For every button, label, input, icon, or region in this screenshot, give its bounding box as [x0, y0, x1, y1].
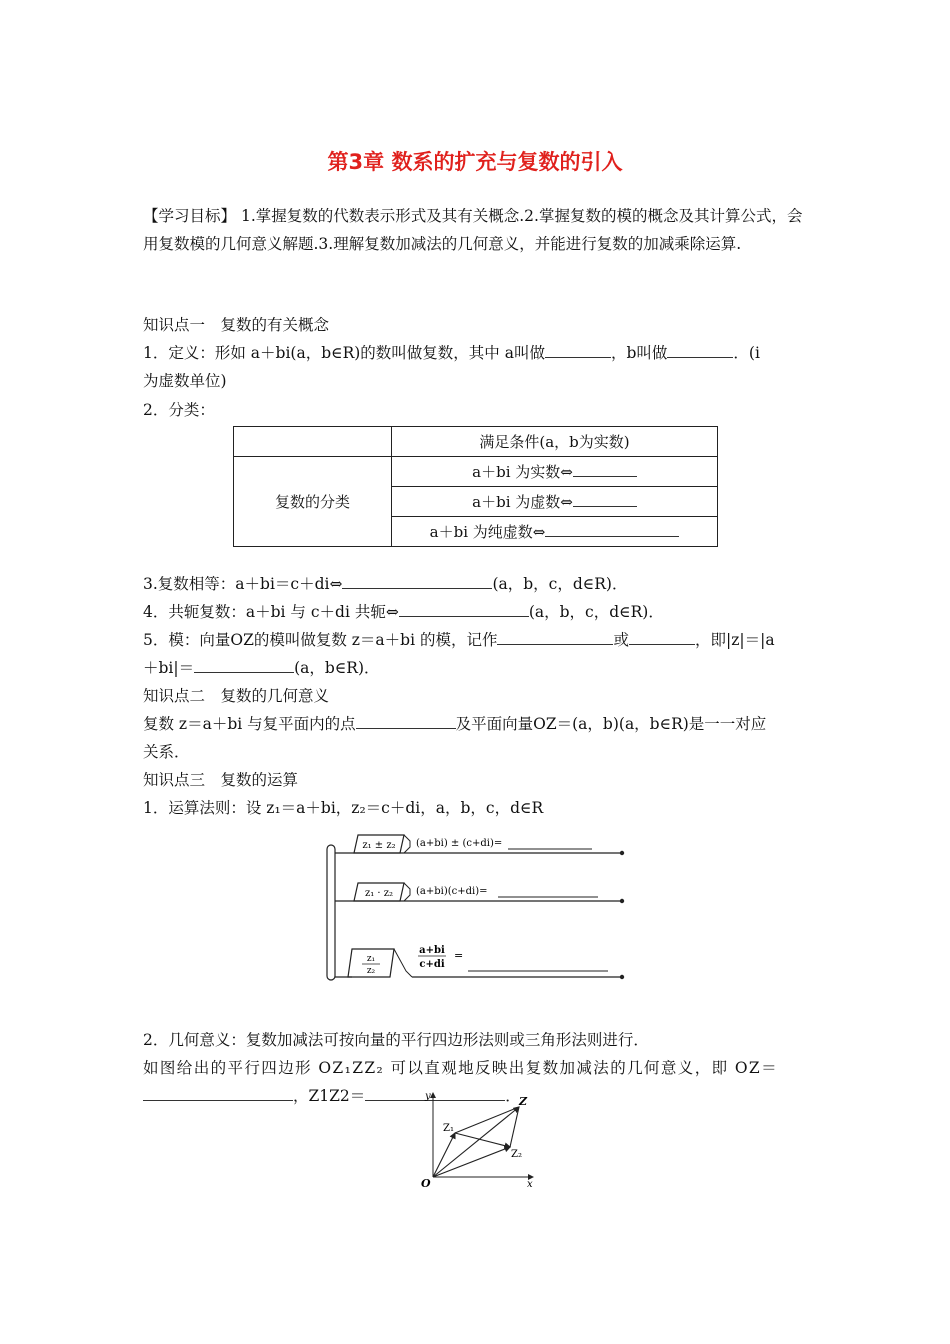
point-z1-label: Z₁: [443, 1123, 454, 1134]
classification-table: [233, 426, 718, 547]
blank-modulus-3: [194, 658, 294, 673]
blank-real-part: [545, 343, 611, 358]
section-heading-1: 知识点一 复数的有关概念: [143, 316, 330, 334]
classification-label: 2．分类：: [143, 401, 215, 419]
table-empty-cell: [234, 427, 392, 457]
table-row: a＋bi 为实数⇔: [392, 457, 718, 487]
fraction-denominator: c+di: [419, 959, 445, 970]
blank-imag-part: [667, 343, 733, 358]
geometric-meaning-line: 复数 z＝a＋bi 与复平面内的点 及平面向量OZ＝(a，b)(a，b∈R)是一一对应: [143, 715, 767, 733]
table-row: a＋bi 为纯虚数⇔: [392, 517, 718, 547]
table-header: 满足条件(a，b为实数): [392, 427, 718, 457]
blank-modulus-1: [497, 630, 613, 645]
definition-line-2: 为虚数单位): [143, 372, 227, 390]
objectives-label: 【学习目标】: [143, 207, 237, 225]
origin-label: O: [421, 1177, 431, 1190]
section-heading-2: 知识点二 复数的几何意义: [143, 687, 330, 705]
definition-line: [143, 341, 760, 363]
learning-objectives: [143, 202, 807, 258]
point-z2-label: Z₂: [511, 1149, 522, 1160]
objectives-text: 1.掌握复数的代数表示形式及其有关概念.2.掌握复数的模的概念及其计算公式，会用复数模的几何意义解题.3.理解复数加减法的几何意义，并能进行复数的加减乘除运算.: [143, 207, 803, 253]
svg-text:z₁: z₁: [366, 954, 376, 964]
y-axis-label: y: [425, 1091, 431, 1102]
geometric-meaning-line-2: 关系．: [143, 743, 190, 761]
x-axis-label: x: [527, 1179, 533, 1190]
modulus-line-2: ＋bi|＝ (a，b∈R)．: [143, 659, 380, 677]
blank-equality: [342, 574, 492, 589]
svg-text:z₂: z₂: [366, 966, 376, 976]
sum-label: z₁ ± z₂: [362, 840, 396, 851]
complex-equality-line: 3.复数相等：a＋bi＝c＋di⇔ (a，b，c，d∈R)．: [143, 575, 628, 593]
operation-rule-line: 1．运算法则：设 z₁＝a＋bi，z₂＝c＋di，a，b，c，d∈R: [143, 799, 544, 817]
definition-text: 1．定义：形如 a＋bi(a，b∈R)的数叫做复数，其中 a叫做: [143, 344, 545, 362]
product-expression: (a+bi)(c+di)=: [416, 886, 488, 897]
table-row: a＋bi 为虚数⇔: [392, 487, 718, 517]
sum-expression: (a+bi) ± (c+di)=: [416, 838, 503, 849]
conjugate-line: 4．共轭复数：a＋bi 与 c＋di 共轭⇔ (a，b，c，d∈R)．: [143, 603, 664, 621]
blank-conjugate: [399, 602, 529, 617]
geometric-rule-line: 2．几何意义：复数加减法可按向量的平行四边形法则或三角形法则进行．: [143, 1031, 649, 1049]
parallelogram-line-2: ，Z1Z2＝ ．: [143, 1084, 521, 1106]
blank-oz: [143, 1086, 293, 1101]
product-label: z₁ · z₂: [364, 888, 394, 899]
blank-point: [356, 714, 456, 729]
blank-modulus-2: [629, 630, 695, 645]
svg-text:=: =: [454, 949, 464, 962]
page-title: 第3章 数系的扩充与复数的引入: [327, 150, 623, 174]
fraction-numerator: a+bi: [419, 945, 445, 956]
parallelogram-line: 如图给出的平行四边形 OZ₁ZZ₂ 可以直观地反映出复数加减法的几何意义，即 OZ＝: [143, 1059, 779, 1077]
definition-text-3: ．(i: [733, 344, 760, 362]
section-heading-3: 知识点三 复数的运算: [143, 771, 299, 789]
definition-text-2: ，b叫做: [610, 344, 668, 362]
parallelogram-figure: [415, 1085, 545, 1190]
modulus-line: 5．模：向量OZ的模叫做复数 z＝a＋bi 的模，记作 或 ，即|z|＝|a: [143, 631, 775, 649]
operations-diagram: [322, 825, 632, 985]
point-z-label: Z: [519, 1095, 528, 1108]
table-row-label: 复数的分类: [234, 457, 392, 547]
